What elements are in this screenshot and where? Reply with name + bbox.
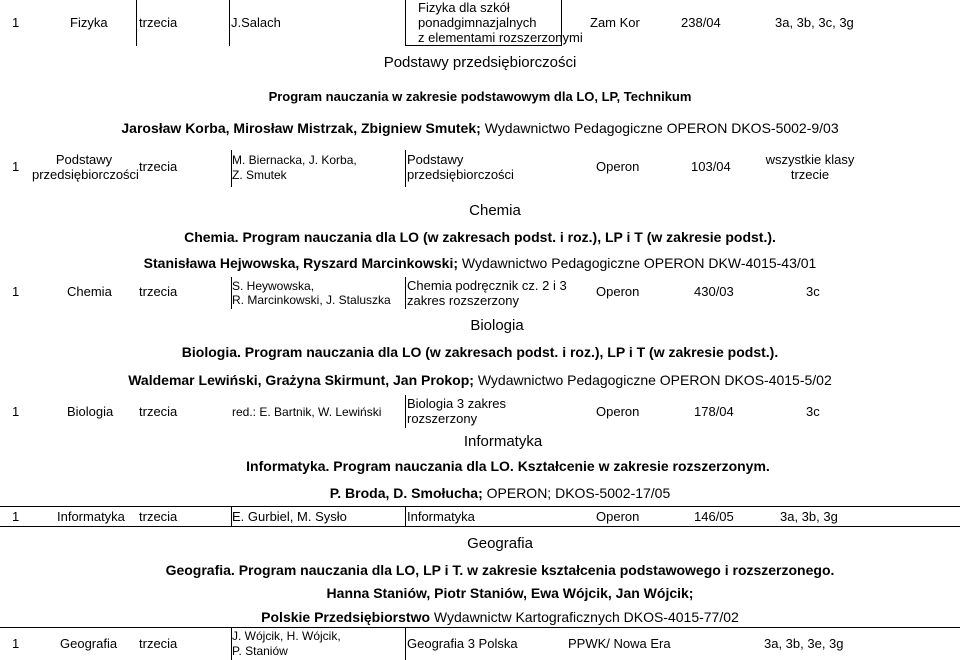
section-heading: Informatyka bbox=[463, 433, 543, 450]
row-title-line: z elementami rozszerzonymi bbox=[418, 30, 583, 45]
row-publisher: Operon bbox=[596, 284, 640, 299]
row-title-line: Fizyka dla szkół bbox=[418, 0, 510, 15]
row-classes-line: trzecie bbox=[790, 167, 830, 182]
cell-divider bbox=[231, 506, 232, 527]
program-authors bbox=[0, 372, 960, 389]
row-subject: Geografia bbox=[60, 636, 118, 651]
row-number-approval: 103/04 bbox=[691, 159, 731, 174]
row-number-approval: 430/03 bbox=[694, 284, 734, 299]
authors-text: Jarosław Korba, Mirosław Mistrzak, Zbigniew Smutek; bbox=[121, 120, 481, 136]
row-number-approval: 178/04 bbox=[694, 404, 734, 419]
row-title-line: ponadgimnazjalnych bbox=[418, 15, 537, 30]
section-heading: Podstawy przedsiębiorczości bbox=[383, 54, 577, 71]
row-publisher: Operon bbox=[596, 509, 640, 524]
cell-divider bbox=[405, 627, 406, 660]
row-grade: trzecia bbox=[139, 159, 178, 174]
publisher-info: OPERON; DKOS-5002-17/05 bbox=[486, 485, 671, 501]
row-number: 1 bbox=[12, 636, 20, 651]
cell-divider bbox=[231, 277, 232, 309]
program-authors bbox=[0, 120, 960, 137]
row-number: 1 bbox=[12, 284, 20, 299]
row-publisher: Zam Kor bbox=[590, 15, 640, 30]
cell-divider bbox=[405, 395, 406, 428]
row-classes: 3c bbox=[806, 404, 820, 419]
program-authors bbox=[0, 255, 960, 272]
cell-divider bbox=[231, 150, 232, 187]
row-border bbox=[0, 526, 960, 527]
publisher-info: Wydawnictw Kartograficznych DKOS-4015-77/02 bbox=[433, 609, 739, 625]
row-subject: Fizyka bbox=[70, 15, 108, 30]
row-border bbox=[0, 627, 960, 628]
row-publisher: Operon bbox=[596, 159, 640, 174]
cell-divider bbox=[229, 0, 230, 46]
row-subject: Chemia bbox=[67, 284, 112, 299]
section-heading: Chemia bbox=[469, 202, 521, 219]
row-author: red.: E. Bartnik, W. Lewiński bbox=[232, 405, 382, 419]
row-classes: 3a, 3b, 3e, 3g bbox=[764, 636, 844, 651]
row-publisher: Operon bbox=[596, 404, 640, 419]
section-heading: Biologia bbox=[470, 317, 524, 334]
row-title-line: Chemia podręcznik cz. 2 i 3 bbox=[407, 278, 567, 293]
row-publisher: PPWK/ Nowa Era bbox=[568, 636, 671, 651]
row-grade: trzecia bbox=[139, 15, 178, 30]
row-grade: trzecia bbox=[139, 636, 178, 651]
row-title: Geografia 3 Polska bbox=[407, 636, 518, 651]
row-title-line: Podstawy bbox=[407, 152, 464, 167]
section-heading: Geografia bbox=[467, 535, 533, 552]
authors-text: Polskie Przedsiębiorstwo bbox=[261, 609, 431, 625]
cell-divider bbox=[231, 627, 232, 660]
row-number: 1 bbox=[12, 159, 20, 174]
cell-border bbox=[405, 45, 562, 46]
row-author: E. Gurbiel, M. Sysło bbox=[232, 509, 347, 524]
program-authors bbox=[0, 609, 960, 626]
row-title-line: rozszerzony bbox=[407, 411, 478, 426]
cell-divider bbox=[405, 150, 406, 187]
row-title: Informatyka bbox=[407, 509, 475, 524]
publisher-info: Wydawnictwo Pedagogiczne OPERON DKOS-4015-5/02 bbox=[477, 372, 832, 388]
row-border bbox=[0, 506, 960, 507]
program-title: Informatyka. Program nauczania dla LO. Kształcenie w zakresie rozszerzonym. bbox=[246, 458, 770, 474]
row-subject: Biologia bbox=[67, 404, 114, 419]
publisher-info: Wydawnictwo Pedagogiczne OPERON DKOS-5002-9/03 bbox=[484, 120, 839, 136]
row-classes: 3c bbox=[806, 284, 820, 299]
row-grade: trzecia bbox=[139, 509, 178, 524]
row-number-approval: 238/04 bbox=[681, 15, 721, 30]
row-author-line: Z. Smutek bbox=[232, 168, 287, 182]
row-author: J.Salach bbox=[231, 15, 281, 30]
row-classes: 3a, 3b, 3g bbox=[780, 509, 838, 524]
row-grade: trzecia bbox=[139, 284, 178, 299]
cell-divider bbox=[136, 0, 137, 46]
row-classes-line: wszystkie klasy bbox=[765, 152, 855, 167]
row-classes: 3a, 3b, 3c, 3g bbox=[775, 15, 854, 30]
publisher-info: Wydawnictwo Pedagogiczne OPERON DKW-4015-43/01 bbox=[461, 255, 817, 271]
program-title: Program nauczania w zakresie podstawowym dla LO, LP, Technikum bbox=[268, 89, 692, 104]
row-subject: Informatyka bbox=[57, 509, 125, 524]
row-number: 1 bbox=[12, 509, 20, 524]
program-authors-line: Hanna Staniów, Piotr Staniów, Ewa Wójcik, Jan Wójcik; bbox=[326, 585, 694, 601]
authors-text: P. Broda, D. Smołucha; bbox=[329, 485, 483, 501]
program-title: Biologia. Program nauczania dla LO (w zakresach podst. i roz.), LP i T (w zakresie podst.). bbox=[181, 344, 779, 360]
cell-divider bbox=[405, 0, 406, 46]
authors-text: Stanisława Hejwowska, Ryszard Marcinkowski; bbox=[143, 255, 458, 271]
program-authors bbox=[0, 485, 960, 502]
cell-divider bbox=[405, 277, 406, 309]
row-author-line: R. Marcinkowski, J. Staluszka bbox=[232, 293, 391, 307]
authors-text: Waldemar Lewiński, Grażyna Skirmunt, Jan Prokop; bbox=[128, 372, 474, 388]
row-title-line: zakres rozszerzony bbox=[407, 293, 519, 308]
row-subject-line: Podstawy bbox=[55, 152, 113, 167]
row-grade: trzecia bbox=[139, 404, 178, 419]
program-title: Chemia. Program nauczania dla LO (w zakresach podst. i roz.), LP i T (w zakresie podst.). bbox=[184, 229, 776, 245]
row-number: 1 bbox=[12, 15, 20, 30]
row-number: 1 bbox=[12, 404, 20, 419]
row-author-line: P. Staniów bbox=[232, 644, 288, 658]
row-author-line: M. Biernacka, J. Korba, bbox=[232, 153, 357, 167]
program-title: Geografia. Program nauczania dla LO, LP i T. w zakresie kształcenia podstawowego i rozszerzonego. bbox=[165, 562, 835, 578]
cell-divider bbox=[405, 506, 406, 527]
row-subject-line: przedsiębiorczości bbox=[32, 167, 139, 182]
row-title-line: przedsiębiorczości bbox=[407, 167, 514, 182]
row-author-line: S. Heywowska, bbox=[232, 279, 315, 293]
row-number-approval: 146/05 bbox=[694, 509, 734, 524]
row-author-line: J. Wójcik, H. Wójcik, bbox=[232, 629, 341, 643]
row-title-line: Biologia 3 zakres bbox=[407, 396, 506, 411]
